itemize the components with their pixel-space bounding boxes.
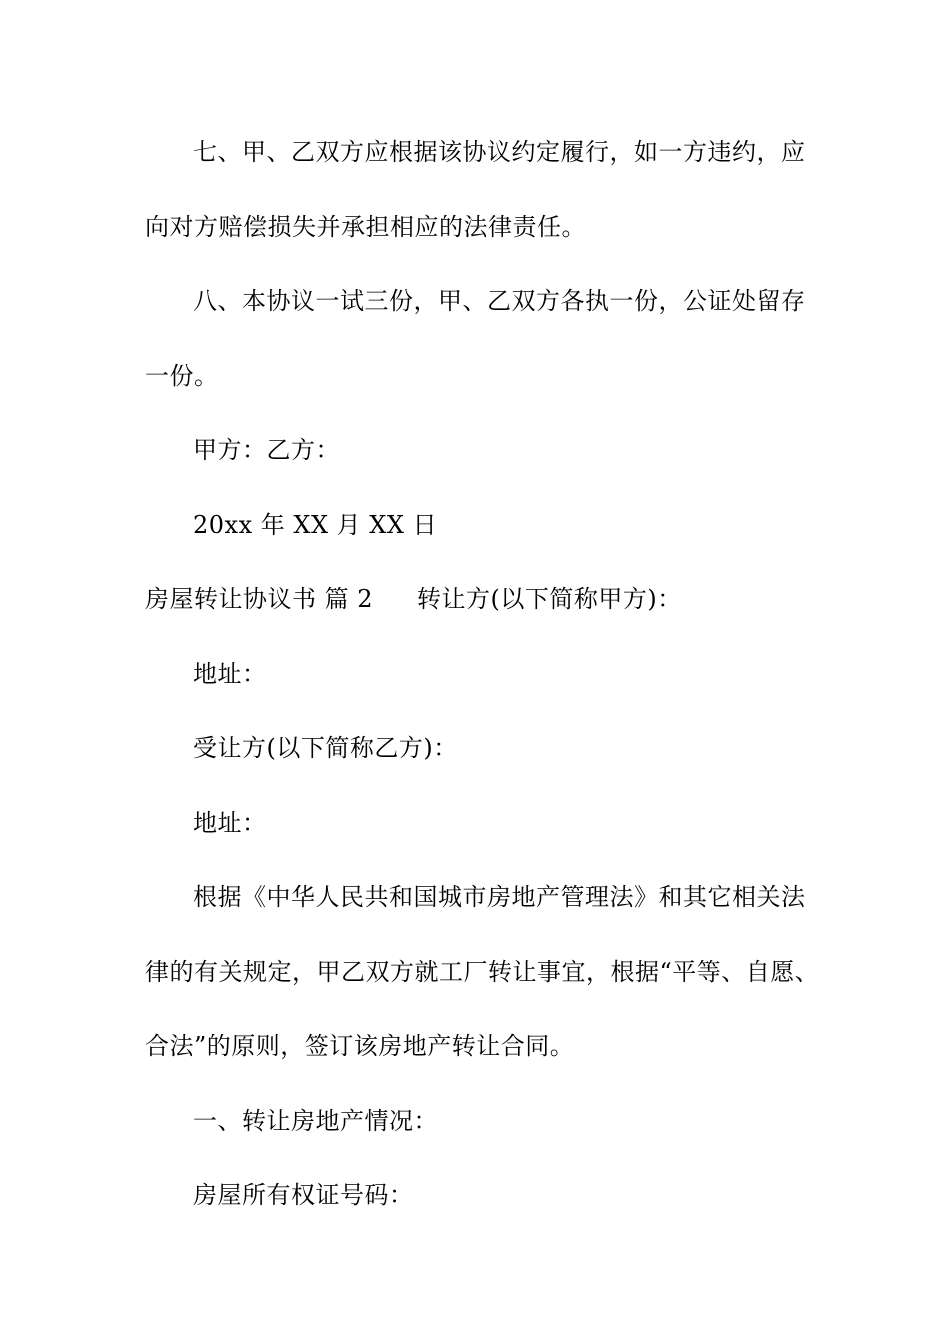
transferor-label: 转让方(以下简称甲方)：: [417, 585, 682, 613]
paragraph-line: 律的有关规定，甲乙双方就工厂转让事宜，根据“平等、自愿、: [145, 958, 820, 986]
paragraph-line: 向对方赔偿损失并承担相应的法律责任。: [145, 213, 586, 241]
section-title: 房屋转让协议书 篇 2: [145, 585, 374, 613]
paragraph-line: 一份。: [145, 362, 219, 390]
paragraph-line: 根据《中华人民共和国城市房地产管理法》和其它相关法: [193, 883, 806, 911]
paragraph-line: 合法”的原则，签订该房地产转让合同。: [145, 1032, 575, 1060]
transferee-label: 受让方(以下简称乙方)：: [193, 734, 458, 762]
section-heading-line: [145, 584, 682, 614]
paragraph-line: 七、甲、乙双方应根据该协议约定履行，如一方违约，应: [193, 138, 806, 166]
clause-heading: 一、转让房地产情况：: [193, 1107, 438, 1135]
date-line: 20xx 年 XX 月 XX 日: [193, 511, 438, 539]
address-label: 地址：: [193, 660, 267, 688]
address-label: 地址：: [193, 809, 267, 837]
paragraph-line: 八、本协议一试三份，甲、乙双方各执一份，公证处留存: [193, 287, 806, 315]
signature-parties: 甲方：乙方：: [193, 436, 340, 464]
field-label: 房屋所有权证号码：: [193, 1181, 414, 1209]
